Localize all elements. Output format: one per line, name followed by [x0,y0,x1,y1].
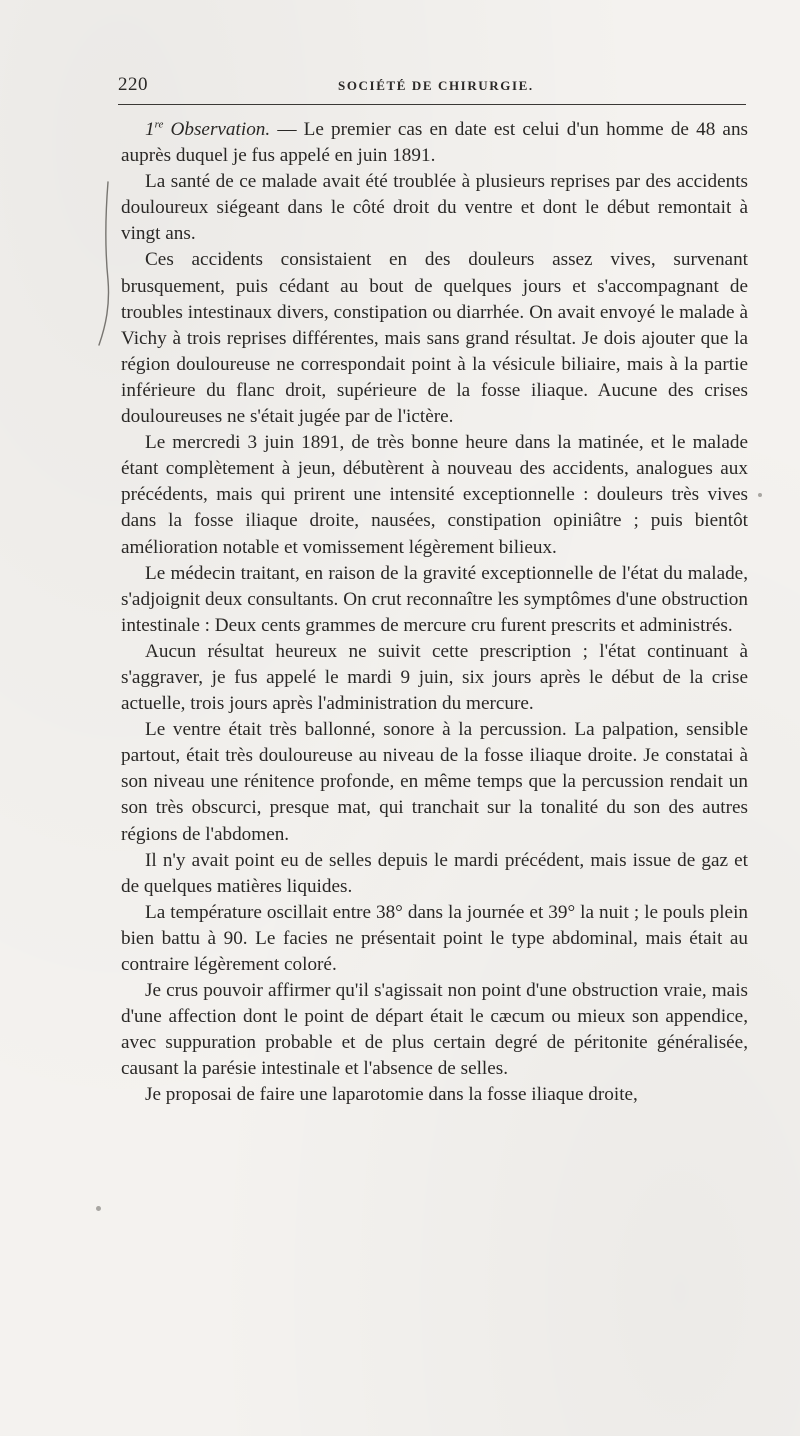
observation-ordinal-suffix: re [154,118,164,131]
paragraph: La santé de ce malade avait été troublée à plusieurs reprises par des accidents douloureux siégeant dans le côté droit du ventre et dont le début remontait à vingt ans. [121,171,748,245]
margin-pencil-mark [96,180,116,350]
paragraph-text: — Le premier cas en date est celui d'un homme de 48 ans auprès duquel je fus appelé en juin 1891. [121,119,749,167]
observation-number: 1 [145,119,155,140]
page-number: 220 [118,74,148,95]
paragraph: Ces accidents consistaient en des douleurs assez vives, survenant brusquement, puis cédant au bout de quelques jours et s'accompagnant de troubles intestinaux divers, constipation ou diarrhée. On avait envoyé le malade à Vichy à trois reprises différentes, mais sans grand résultat. Je dois ajouter que la région douloureuse ne correspondait point à la vésicule biliaire, mais à la partie inférieure du flanc droit, supérieure de la fosse iliaque. Aucune des crises douloureuses ne s'était jugée par de l'ictère. [121,249,748,428]
observation-label [145,119,270,140]
running-head: SOCIÉTÉ DE CHIRURGIE. [338,78,534,93]
paragraph: La température oscillait entre 38° dans la journée et 39° la nuit ; le pouls plein bien battu à 90. Le facies ne présentait point le type abdominal, mais était au contraire légèrement coloré. [121,901,748,975]
paragraph: Aucun résultat heureux ne suivit cette prescription ; l'état continuant à s'aggraver, je fus appelé le mardi 9 juin, six jours après le début de la crise actuelle, trois jours après l'administration du mercure. [121,640,748,715]
paper-speck [96,1206,101,1211]
paragraph: Le médecin traitant, en raison de la gravité exceptionnelle de l'état du malade, s'adjoignit deux consultants. On crut reconnaître les symptômes d'une obstruction intestinale : Deux cents grammes de mercure cru furent prescrits et administrés. [121,562,748,636]
paragraph: Il n'y avait point eu de selles depuis le mardi précédent, mais issue de gaz et de quelques matières liquides. [121,849,748,897]
paragraph: Le ventre était très ballonné, sonore à la percussion. La palpation, sensible partout, était très douloureuse au niveau de la fosse iliaque droite. Je constatai à son niveau une rénitence profonde, en même temps que la percussion rendait un son très obscurci, presque mat, qui tranchait sur la tonalité du son des autres régions de l'abdomen. [121,719,748,845]
header-rule [118,104,746,105]
paper-speck [758,493,762,497]
page-header [118,74,746,100]
observation-word: Observation. [170,119,271,140]
paragraph-observation-intro [121,117,748,169]
paragraph: Je crus pouvoir affirmer qu'il s'agissait non point d'une obstruction vraie, mais d'une affection dont le point de départ était le cæcum ou mieux son appendice, avec suppuration probable et de plus certain degré de péritonite généralisée, causant la parésie intestinale et l'absence de selles. [121,980,748,1080]
body-text [121,117,748,1109]
paragraph: Je proposai de faire une laparotomie dans la fosse iliaque droite, [145,1084,638,1106]
paragraph: Le mercredi 3 juin 1891, de très bonne heure dans la matinée, et le malade étant complètement à jeun, débutèrent à nouveau des accidents, analogues aux précédents, mais qui prirent une intensité exceptionnelle : douleurs très vives dans la fosse iliaque droite, nausées, constipation opiniâtre ; puis bientôt amélioration notable et vomissement légèrement bilieux. [121,432,748,558]
